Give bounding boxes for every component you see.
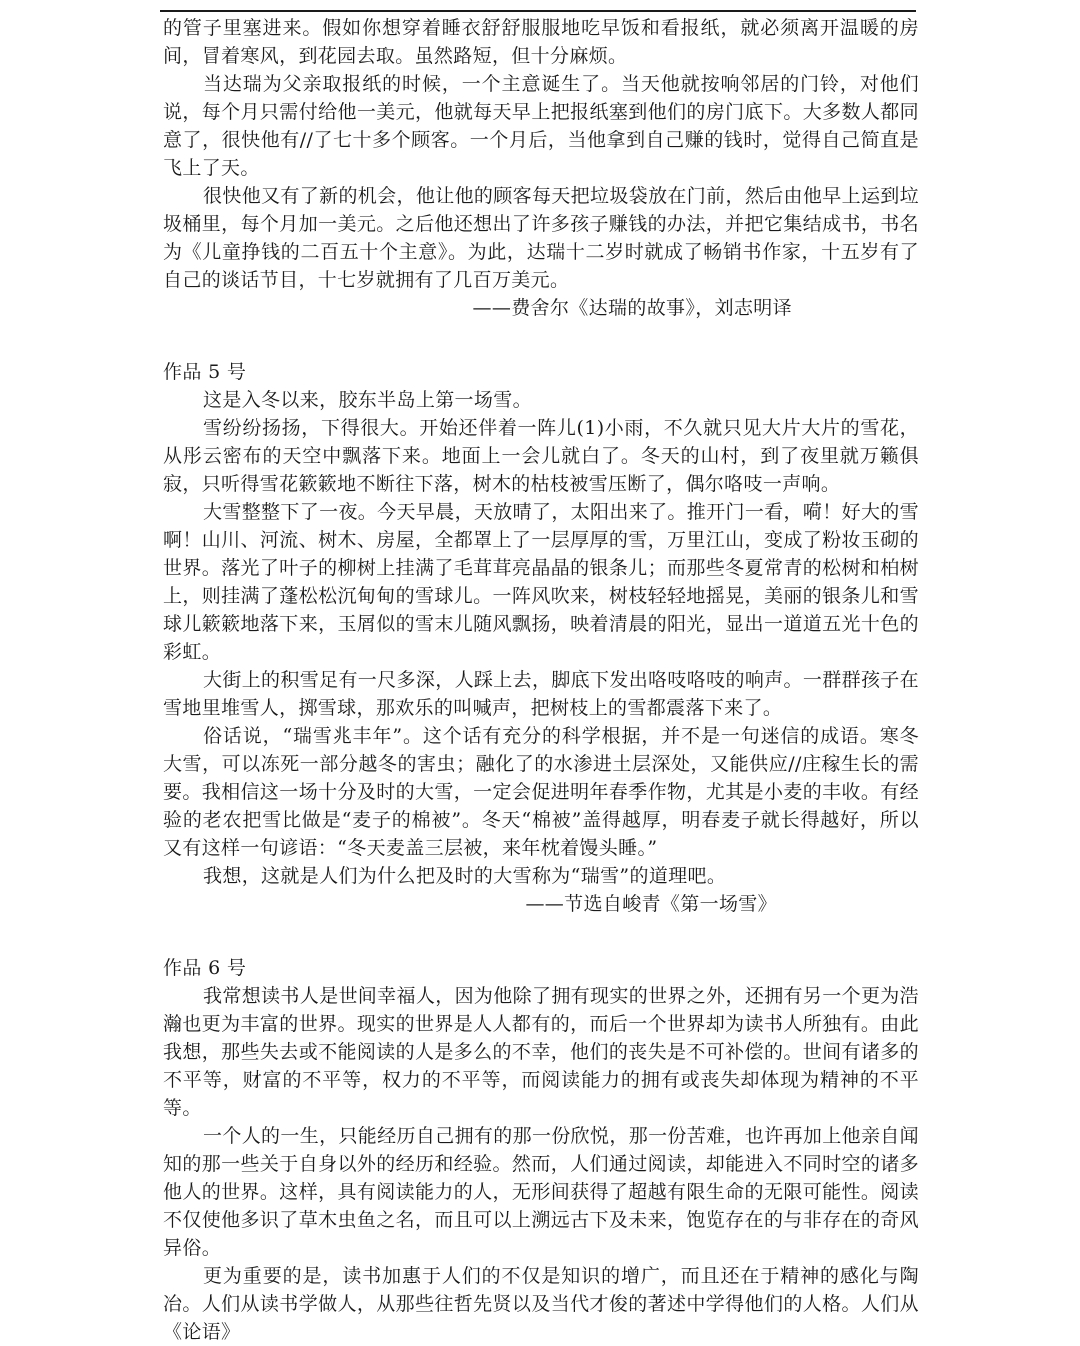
section-5 [163,358,919,918]
paragraph: 雪纷纷扬扬，下得很大。开始还伴着一阵儿(1)小雨，不久就只见大片大片的雪花，从彤云密布的天空中飘落下来。地面上一会儿就白了。冬天的山村，到了夜里就万籁俱寂，只听得雪花簌簌地不断往下落，树木的枯枝被雪压断了，偶尔咯吱一声响。 [163,417,919,495]
paragraph: 大雪整整下了一夜。今天早晨，天放晴了，太阳出来了。推开门一看，嗬！好大的雪啊！山川、河流、树木、房屋，全都罩上了一层厚厚的雪，万里江山，变成了粉妆玉砌的世界。落光了叶子的柳树上挂满了毛茸茸亮晶晶的银条儿；而那些冬夏常青的松树和柏树上，则挂满了蓬松松沉甸甸的雪球儿。一阵风吹来，树枝轻轻地摇晃，美丽的银条儿和雪球儿簌簌地落下来，玉屑似的雪末儿随风飘扬，映着清晨的阳光，显出一道道五光十色的彩虹。 [163,501,919,663]
paragraph: 这是入冬以来，胶东半岛上第一场雪。 [203,389,532,411]
paragraph: 大街上的积雪足有一尺多深，人踩上去，脚底下发出咯吱咯吱的响声。一群群孩子在雪地里堆雪人，掷雪球，那欢乐的叫喊声，把树枝上的雪都震落下来了。 [163,669,919,719]
paragraph: 更为重要的是，读书加惠于人们的不仅是知识的增广，而且还在于精神的感化与陶冶。人们从读书学做人，从那些往哲先贤以及当代才俊的著述中学得他们的人格。人们从《论语》 [163,1265,919,1343]
section-title: 作品 6 号 [163,957,247,979]
attribution: ——节选自峻青《第一场雪》 [525,893,777,915]
top-rule [160,10,916,12]
section-6 [163,954,919,1346]
paragraph: 一个人的一生，只能经历自己拥有的那一份欣悦，那一份苦难，也许再加上他亲自闻知的那一些关于自身以外的经历和经验。然而，人们通过阅读，却能进入不同时空的诸多他人的世界。这样，具有阅读能力的人，无形间获得了超越有限生命的无限可能性。阅读不仅使他多识了草木虫鱼之名，而且可以上溯远古下及未来，饱览存在的与非存在的奇风异俗。 [163,1125,919,1259]
paragraph: 我想，这就是人们为什么把及时的大雪称为“瑞雪”的道理吧。 [203,865,727,887]
paragraph: 我常想读书人是世间幸福人，因为他除了拥有现实的世界之外，还拥有另一个更为浩瀚也更为丰富的世界。现实的世界是人人都有的，而后一个世界却为读书人所独有。由此我想，那些失去或不能阅读的人是多么的不幸，他们的丧失是不可补偿的。世间有诸多的不平等，财富的不平等，权力的不平等，而阅读能力的拥有或丧失却体现为精神的不平等。 [163,985,919,1119]
paragraph: 很快他又有了新的机会，他让他的顾客每天把垃圾袋放在门前，然后由他早上运到垃圾桶里，每个月加一美元。之后他还想出了许多孩子赚钱的办法，并把它集结成书，书名为《儿童挣钱的二百五十个主意》。为此，达瑞十二岁时就成了畅销书作家，十五岁有了自己的谈话节目，十七岁就拥有了几百万美元。 [163,185,919,291]
attribution: ——费舍尔《达瑞的故事》，刘志明译 [472,297,792,319]
paragraph: 俗话说，“瑞雪兆丰年”。这个话有充分的科学根据，并不是一句迷信的成语。寒冬大雪，可以冻死一部分越冬的害虫；融化了的水渗进土层深处，又能供应//庄稼生长的需要。我相信这一场十分及时的大雪，一定会促进明年春季作物，尤其是小麦的丰收。有经验的老农把雪比做是“麦子的棉被”。冬天“棉被”盖得越厚，明春麦子就长得越好，所以又有这样一句谚语：“冬天麦盖三层被，来年枕着馒头睡。” [163,725,919,859]
document-page [163,14,919,1346]
section-title: 作品 5 号 [163,361,247,383]
paragraph: 当达瑞为父亲取报纸的时候，一个主意诞生了。当天他就按响邻居的门铃，对他们说，每个月只需付给他一美元，他就每天早上把报纸塞到他们的房门底下。大多数人都同意了，很快他有//了七十多个顾客。一个月后，当他拿到自己赚的钱时，觉得自己简直是飞上了天。 [163,73,919,179]
paragraph: 的管子里塞进来。假如你想穿着睡衣舒舒服服地吃早饭和看报纸，就必须离开温暖的房间，冒着寒风，到花园去取。虽然路短，但十分麻烦。 [163,17,919,67]
section-4 [163,14,919,322]
